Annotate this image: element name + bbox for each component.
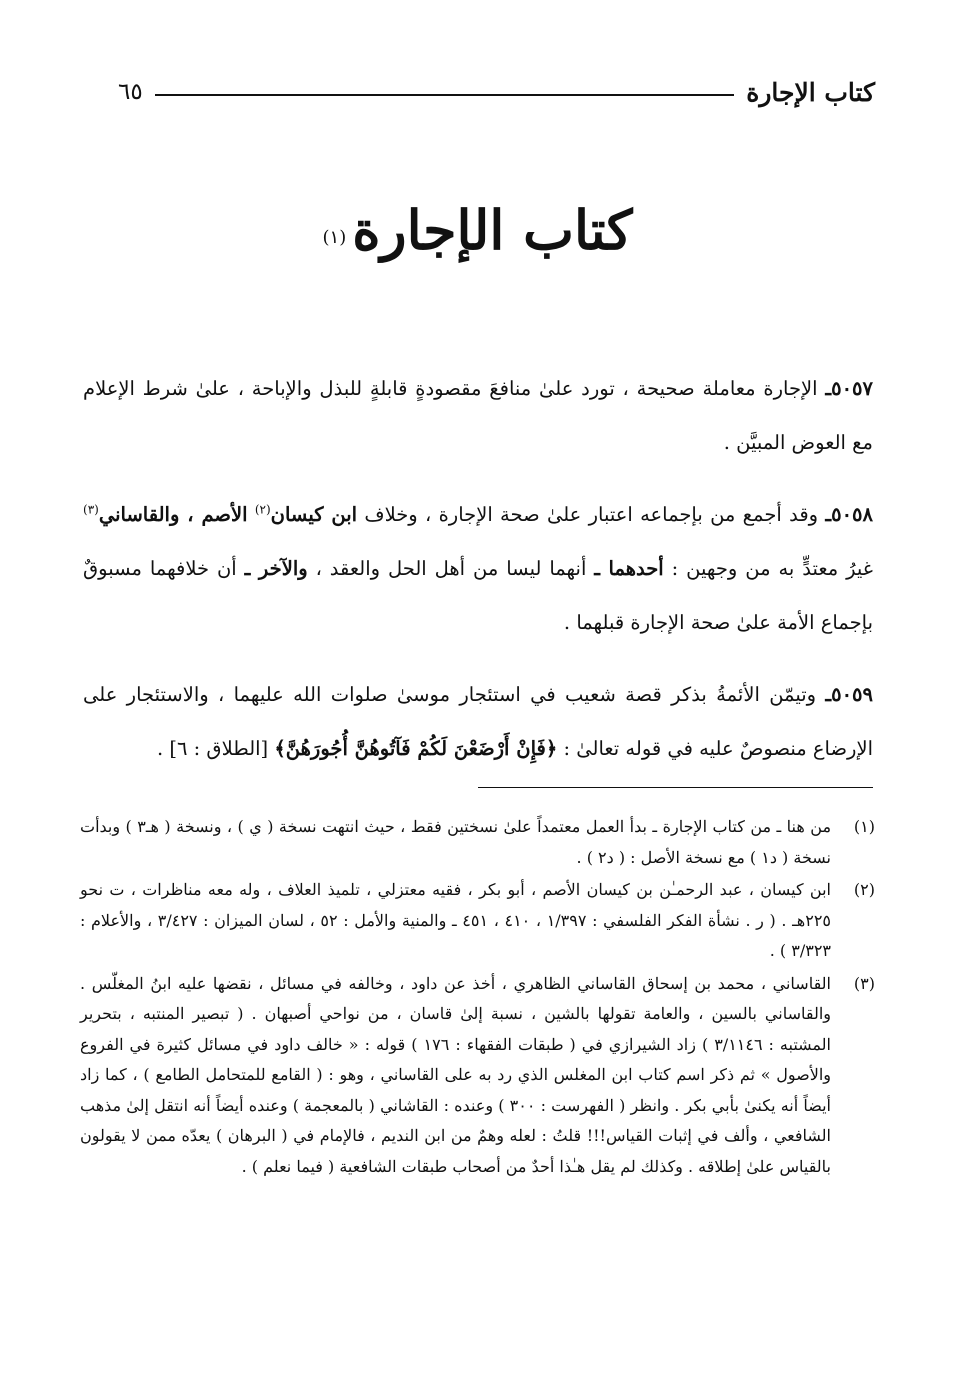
verse-citation: [الطلاق : ٦] .: [156, 737, 269, 760]
chapter-footnote-ref: (١): [322, 226, 347, 248]
header-rule: [155, 94, 735, 96]
body-text: [83, 362, 873, 794]
paragraph-text: الإجارة معاملة صحيحة ، تورد علىٰ منافعَ مقصودةٍ قابلةٍ للبذل والإباحة ، علىٰ شرط الإعلام مع العوض المبيَّن .: [83, 377, 873, 454]
footnote-number: (١): [853, 817, 875, 836]
paragraph-5059: [83, 668, 873, 776]
page-number: ٦٥: [118, 79, 143, 105]
paragraph-text: وقد أجمع من بإجماعه اعتبار علىٰ صحة الإجارة ، وخلاف: [364, 503, 819, 526]
name-al-asam-al-qasani: الأصم ، والقاساني: [98, 503, 248, 526]
footnotes: [80, 812, 875, 1184]
paragraph-number: ٥٠٥٨ـ: [825, 503, 874, 526]
chapter-title: كتاب الإجارة: [352, 198, 633, 262]
point-one-label: أحدهما ـ: [594, 557, 664, 580]
paragraph-text: وتيمّن الأئمةُ بذكر قصة شعيب في استئجار موسىٰ صلوات الله عليهما ، والاستئجار على الإرضاع منصوصٌ عليه في قوله تعالىٰ :: [83, 683, 873, 760]
running-title: كتاب الإجارة: [746, 77, 875, 107]
chapter-heading: [0, 198, 955, 262]
footnote-text: القاساني ، محمد بن إسحاق القاساني الظاهري ، أخذ عن داود ، وخالفه في مسائل ، نقضها عليه ابنُ المغلّس . والقاساني بالسين ، والعامة تقولها بالشين ، نسبة إلىٰ قاسان ، من نواحي أصبهان . ( تبصير المنتبه ، بتحرير المشتبه : ٣/١١٤٦ ) زاد الشيرازي في ( طبقات الفقهاء : ١٧٦ ) قوله : « خالف داود في مسائل كثيرة في الفروع والأصول » ثم ذكر اسم كتاب ابن المغلس الذي رد به على القاساني ، وهو : ( القامع للمتحامل الطامع ) ، كما زاد أيضاً أنه يكنىٰ بأبي بكر . وانظر ( الفهرست : ٣٠٠ ) وعنده : القاشاني ( بالمعجمة ) وعنده أيضاً أنه انتقل إلىٰ مذهب الشافعي ، وألف في إثبات القياس!!! قلتُ : لعله وهمٌ من ابن النديم ، فالإمام في ( البرهان ) يعدّه ممن لا يقولون بالقياس علىٰ إطلاقه . وكذلك لم يقل هـٰذا أحدٌ من أصحاب طبقات الشافعية ( فيما نعلم ) .: [80, 973, 832, 1176]
footnote-text: ابن كيسان ، عبد الرحمـٰن بن كيسان الأصم ، أبو بكر ، فقيه معتزلي ، تلميذ العلاف ، وله معه مناظرات ، ت نحو ٢٢٥هـ . ( ر . نشأة الفكر الفلسفي : ١/٣٩٧ ، ٤١٠ ، ٤٥١ ـ والمنية والأمل : ٥٢ ، لسان الميزان : ٣/٤٢٧ ، والأعلام : ٣/٣٢٣ ) .: [80, 880, 831, 960]
footnote-ref-2: (٢): [254, 502, 271, 517]
point-two-label: والآخر ـ: [244, 557, 308, 580]
paragraph-number: ٥٠٥٧ـ: [825, 377, 874, 400]
footnote-number: (٢): [853, 880, 875, 899]
name-ibn-kaysan: ابن كيسان: [270, 503, 358, 526]
paragraph-text: أنهما ليسا من أهل الحل والعقد ،: [315, 557, 587, 580]
paragraph-number: ٥٠٥٩ـ: [825, 683, 873, 706]
paragraph-5057: [83, 362, 873, 470]
footnote-2: [80, 875, 875, 967]
footnote-3: [80, 969, 875, 1183]
footnote-1: [80, 812, 875, 873]
footnote-separator: [478, 787, 873, 788]
paragraph-text: أن خلافهما مسبوقٌ بإجماع الأمة علىٰ صحة الإجارة قبلهما .: [83, 557, 873, 634]
footnote-ref-3: (٣): [83, 502, 99, 517]
paragraph-text: غيرُ معتدٍّ به من وجهين :: [671, 557, 874, 580]
running-header: [118, 72, 875, 112]
footnote-number: (٣): [853, 973, 875, 993]
quran-verse: ﴿فَإِنْ أَرْضَعْنَ لَكُمْ فَآتُوهُنَّ أُجُورَهُنَّ﴾: [274, 737, 558, 760]
footnote-text: من هنا ـ من كتاب الإجارة ـ بدأ العمل معتمداً علىٰ نسختين فقط ، حيث انتهت نسخة ( ي ) ، ونسخة ( هـ٣ ) وبدأت نسخة ( د١ ) مع نسخة الأصل : ( د٢ ) .: [80, 817, 832, 867]
paragraph-5058: [83, 488, 873, 650]
